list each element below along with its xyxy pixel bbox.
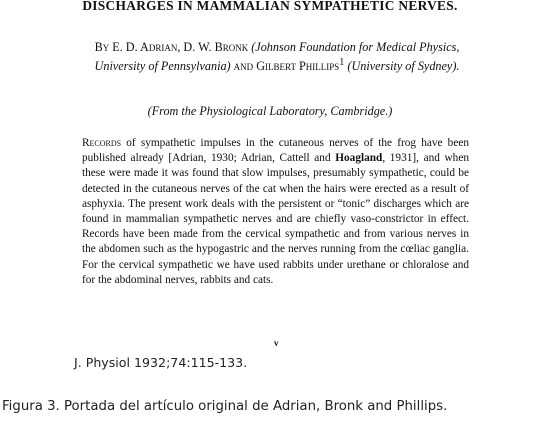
abstract-lead: Records (82, 137, 122, 149)
and-label: and (233, 59, 254, 74)
article-title: DISCHARGES IN MAMMALIAN SYMPATHETIC NERVES. (82, 0, 458, 13)
author-names-2: Gilbert Phillips (256, 59, 340, 74)
abstract-text-1: of sympathetic impulses in the cutaneous nerves of the frog have been published already [Adrian, 1930; Adrian, Cattell and (82, 137, 469, 165)
author-names-1: E. D. Adrian, D. W. Bronk (112, 40, 249, 54)
affiliation-2: (University of Sydney). (347, 59, 460, 74)
abstract-bold-name: Hoagland (335, 152, 383, 165)
abstract-text-2: , 1931], and when these were made it was found that slow impulses, presumably sympathetic, could be detected in the cutaneous nerves of the cat when the hairs were erected as a result of asphyxia. The present work deals with the persistent or “tonic” discharges which are found in mammalian sympathetic nerves and are chiefly vaso-constrictor in effect. Records have been made from the cervical sympathetic and from various nerves in the abdomen such as the hypogastric and the nerves running from the cœliac ganglia. For the cervical sympathetic we have used rabbits under urethane or chloralose and for the abdominal nerves, rabbits and cats. (82, 152, 469, 286)
author-line (88, 39, 466, 74)
footnote-marker: 1 (339, 57, 345, 68)
affiliation-1: (Johnson Foundation for Medical Physics, University of Pennsylvania) (94, 40, 460, 74)
page-mark: v (274, 338, 279, 348)
figure-caption: Figura 3. Portada del artículo original de Adrian, Bronk and Phillips. (2, 399, 448, 414)
citation-text: J. Physiol 1932;74:115-133. (74, 355, 248, 370)
laboratory-line: (From the Physiological Laboratory, Cambridge.) (147, 104, 393, 118)
abstract-paragraph (82, 136, 469, 288)
by-label: By (94, 40, 110, 54)
